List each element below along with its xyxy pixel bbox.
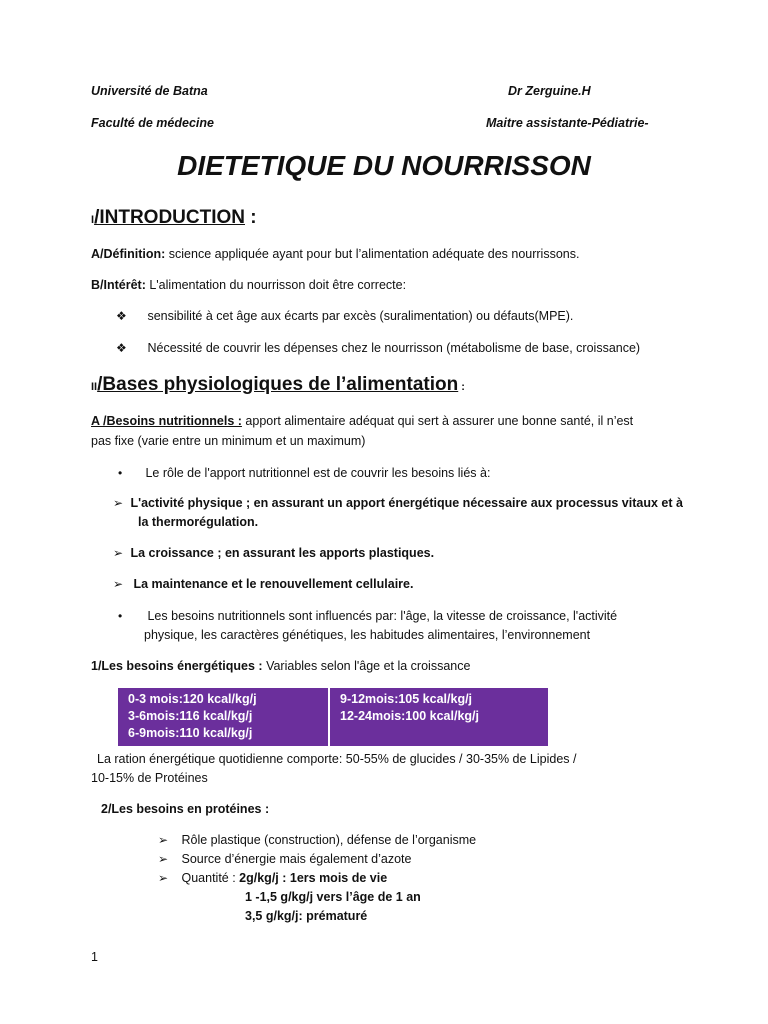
interet-text: L'alimentation du nourrisson doit être correcte: — [145, 278, 407, 292]
energy-table-left-cell — [118, 688, 330, 746]
list-item — [113, 546, 434, 560]
section2-heading — [91, 374, 465, 396]
besoins-text-1: apport alimentaire adéquat qui sert à assurer une bonne santé, il n’est — [241, 414, 634, 428]
energy-table-right-cell — [330, 688, 489, 746]
quantite-value: 2g/kg/j : 1ers mois de vie — [239, 871, 388, 885]
quantite-label: Quantité : — [181, 871, 240, 885]
protein-heading: 2/Les besoins en protéines : — [101, 802, 270, 816]
definition-line — [91, 247, 579, 261]
definition-label: A/Définition: — [91, 247, 166, 261]
list-item — [158, 871, 387, 885]
section1-title: /INTRODUCTION — [94, 207, 245, 228]
besoins-line-2: pas fixe (varie entre un minimum et un maximum) — [91, 434, 366, 448]
list-item-text: Nécessité de couvrir les dépenses chez le nourrisson (métabolisme de base, croissance) — [147, 341, 641, 355]
interet-label: B/Intérêt: — [91, 278, 146, 292]
list-item — [116, 341, 640, 355]
section1-numeral: I — [91, 214, 95, 226]
list-item — [113, 496, 683, 510]
list-item — [116, 309, 573, 323]
list-item-text: La maintenance et le renouvellement cellulaire. — [133, 577, 414, 591]
list-item — [158, 852, 411, 866]
page-number: 1 — [91, 950, 98, 964]
list-item — [113, 577, 413, 591]
table-row: 9-12mois:105 kcal/kg/j — [340, 692, 473, 706]
ration-line-1: La ration énergétique quotidienne comporte: 50-55% de glucides / 30-35% de Lipides / — [97, 752, 577, 766]
arrow-bullet-icon: ➢ — [113, 546, 124, 560]
document-title: DIETETIQUE DU NOURRISSON — [177, 150, 591, 181]
list-item-text: Source d’énergie mais également d’azote — [181, 852, 412, 866]
list-item-continuation: la thermorégulation. — [138, 515, 259, 529]
list-item — [118, 466, 490, 480]
list-item — [118, 609, 617, 623]
list-item-continuation: physique, les caractères génétiques, les habitudes alimentaires, l’environnement — [144, 628, 591, 642]
arrow-bullet-icon: ➢ — [113, 496, 124, 510]
quantite-value: 1 -1,5 g/kg/j vers l’âge de 1 an — [245, 890, 421, 904]
section1-heading — [91, 207, 257, 229]
dot-bullet-icon: • — [118, 466, 123, 480]
list-item-text: sensibilité à cet âge aux écarts par excès (suralimentation) ou défauts(MPE). — [147, 309, 574, 323]
dot-bullet-icon: • — [118, 609, 123, 623]
list-item-text: Les besoins nutritionnels sont influencés par: l'âge, la vitesse de croissance, l'activité — [147, 609, 618, 623]
list-item — [158, 833, 476, 847]
energy-text: Variables selon l'âge et la croissance — [262, 659, 471, 673]
arrow-bullet-icon: ➢ — [158, 871, 169, 885]
section2-numeral: II — [91, 381, 98, 393]
energy-line — [91, 659, 470, 673]
table-row: 12-24mois:100 kcal/kg/j — [340, 709, 479, 723]
diamond-bullet-icon: ❖ — [116, 309, 127, 323]
quantite-value: 3,5 g/kg/j: prématuré — [245, 909, 368, 923]
ration-line-2: 10-15% de Protéines — [91, 771, 208, 785]
besoins-line-1 — [91, 414, 633, 428]
table-row: 0-3 mois:120 kcal/kg/j — [128, 692, 257, 706]
diamond-bullet-icon: ❖ — [116, 341, 127, 355]
section1-colon: : — [245, 207, 257, 228]
table-row: 6-9mois:110 kcal/kg/j — [128, 726, 253, 740]
section2-colon: : — [458, 381, 465, 393]
energy-label: 1/Les besoins énergétiques : — [91, 659, 263, 673]
definition-text: science appliquée ayant pour but l’alimentation adéquate des nourrissons. — [165, 247, 580, 261]
list-item-text: L'activité physique ; en assurant un apport énergétique nécessaire aux processus vitaux et à — [130, 496, 683, 510]
author-name: Dr Zerguine.H — [508, 84, 591, 98]
energy-table — [118, 688, 548, 746]
table-row: 3-6mois:116 kcal/kg/j — [128, 709, 253, 723]
list-item-text: Rôle plastique (construction), défense de l’organisme — [181, 833, 477, 847]
list-item-text: La croissance ; en assurant les apports plastiques. — [130, 546, 435, 560]
interet-line — [91, 278, 406, 292]
arrow-bullet-icon: ➢ — [158, 852, 169, 866]
university-name: Université de Batna — [91, 84, 208, 98]
arrow-bullet-icon: ➢ — [158, 833, 169, 847]
besoins-label: A /Besoins nutritionnels : — [91, 414, 242, 428]
section2-title: /Bases physiologiques de l’alimentation — [97, 374, 459, 395]
arrow-bullet-icon: ➢ — [113, 577, 124, 591]
faculty-name: Faculté de médecine — [91, 116, 214, 130]
author-role: Maitre assistante-Pédiatrie- — [486, 116, 649, 130]
list-item-text: Le rôle de l'apport nutritionnel est de couvrir les besoins liés à: — [145, 466, 491, 480]
